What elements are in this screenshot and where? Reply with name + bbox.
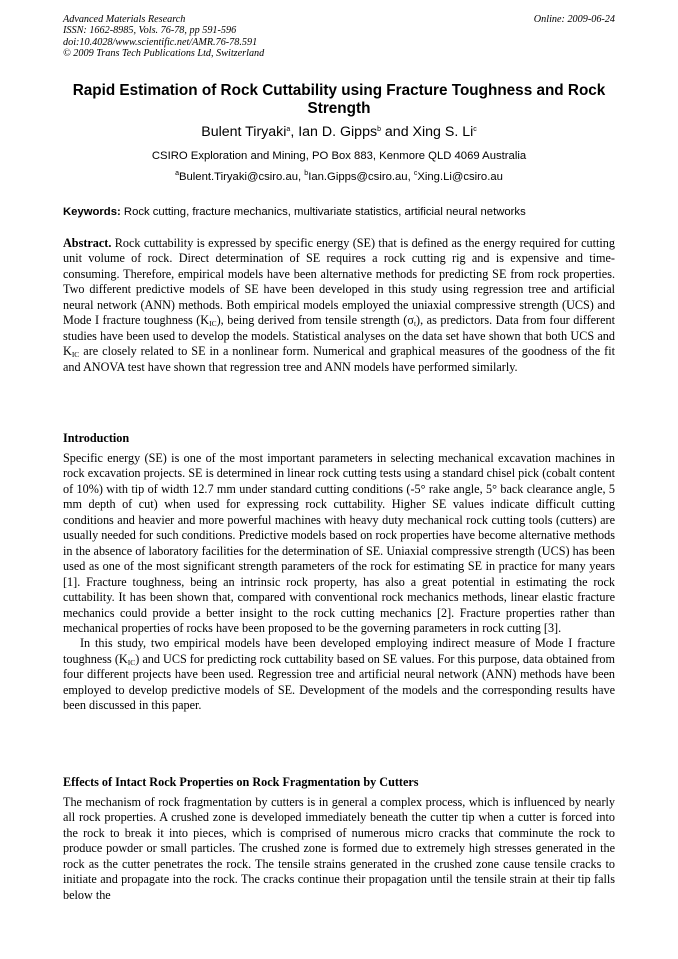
subscript: IC [127, 657, 136, 667]
email-list [63, 171, 615, 184]
author-3: Xing S. Li [412, 124, 474, 140]
online-date: Online: 2009-06-24 [533, 14, 615, 25]
subscript: IC [209, 319, 217, 329]
email-1: Bulent.Tiryaki@csiro.au, [178, 171, 305, 183]
journal-name: Advanced Materials Research [63, 14, 186, 25]
subscript: t [413, 319, 417, 329]
effects-heading: Effects of Intact Rock Properties on Rock Fragmentation by Cutters [63, 775, 419, 789]
paragraph: The mechanism of rock fragmentation by cutters is in general a complex process, which is influenced by nearly all rock properties. A crushed zone is developed immediately beneath the cutter tip when a cutter is forced into the rock to break it into pieces, which is comprised of numerous micro cracks that comminute the rock to produce powder or small particles. The crushed zone is formed due to extremely high stresses generated in the rock as the cutter penetrates the rock. The tensile strains generated in the crushed zone cause tensile cracks to initiate and propagate into the rock. The cracks continue their propagation until the tensile strain at their tip falls below the [63, 795, 615, 902]
effects-section [63, 795, 615, 903]
keywords [63, 206, 623, 219]
email-mark: c [413, 170, 418, 177]
paper-title: Rapid Estimation of Rock Cuttability using Fracture Toughness and Rock Strength [72, 82, 606, 117]
email-2: Ian.Gipps@csiro.au, [308, 171, 414, 183]
abstract [63, 236, 615, 375]
paragraph [63, 636, 615, 713]
paragraph-text: In this study, two empirical models have been developed employing indirect measure of Mode I fracture toughness (K [63, 636, 615, 666]
affiliation: CSIRO Exploration and Mining, PO Box 883, Kenmore QLD 4069 Australia [151, 150, 527, 162]
email-mark: b [304, 170, 309, 177]
email-3: Xing.Li@csiro.au [417, 171, 503, 183]
abstract-text: Rock cuttability is expressed by specific energy (SE) that is defined as the energy required for cutting unit volume of rock. Direct determination of SE requires a rock cutting rig and is expensive and time-consuming. Therefore, empirical models have been alternative methods for predicting SE from rock properties. Two different predictive models of SE have been developed in this study using regression tree and artificial neural network (ANN) methods. Both empirical models employed the uniaxial compressive strength (UCS) and Mode I fracture toughness (K [63, 236, 615, 328]
email-mark: a [175, 170, 179, 177]
paragraph: Specific energy (SE) is one of the most important parameters in selecting mechanical excavation machines in rock excavation projects. SE is determined in linear rock cutting tests using a standard chisel pick (cobalt content of 10%) with tip of width 12.7 mm under standard cutting conditions (-5° rake angle, 5° back clearance angle, 5 mm depth of cut) when used for expressing rock cuttability. Higher SE values indicate difficult cutting conditions and heavier and more powerful machines with heavy duty mechanical rock cutting tools (cutters) are usually needed for such conditions. Predictive models based on rock properties have become alternative methods in the absence of laboratory facilities for the determination of SE. Uniaxial compressive strength (UCS) has been used as one of the most significant strength parameters of the rock for estimating SE in practice for many years [1]. Fracture toughness, being an intrinsic rock property, has also a great potential in estimating the rock cuttability. It has been shown that, compared with conventional rock mechanics methods, linear elastic fracture mechanics could provide a better insight to the rock cutting mechanics [2]. Fracture properties rather than mechanical properties of rocks have been proposed to be the governing parameters in rock cutting [3]. [63, 451, 615, 635]
author-separator: and [380, 124, 413, 140]
introduction-section [63, 451, 615, 714]
abstract-text: are closely related to SE in a nonlinear form. Numerical and graphical measures of the goodness of the fit and ANOVA test have shown that regression tree and ANN models have performed similarly. [63, 344, 615, 374]
author-2: Ian D. Gipps [298, 124, 378, 140]
author-list [63, 124, 615, 140]
author-2-mark: b [377, 126, 381, 133]
journal-header [63, 14, 264, 59]
author-1: Bulent Tiryaki [201, 124, 287, 140]
subscript: IC [71, 350, 80, 360]
keywords-text: Rock cutting, fracture mechanics, multivariate statistics, artificial neural networks [120, 206, 526, 218]
doi-line: doi:10.4028/www.scientific.net/AMR.76-78.591 [63, 36, 258, 48]
paragraph-text: ) and UCS for predicting rock cuttability based on SE values. For this purpose, data obtained from four different projects have been used. Regression tree and artificial neural network (ANN) methods have been employed to develop predictive models of SE. Development of the models and the corresponding results have been discussed in this paper. [63, 651, 615, 713]
abstract-label: Abstract. [63, 236, 112, 250]
keywords-label: Keywords: [63, 206, 121, 218]
author-3-mark: c [473, 126, 477, 133]
introduction-heading: Introduction [63, 431, 130, 445]
issn-line: ISSN: 1662-8985, Vols. 76-78, pp 591-596 [63, 25, 237, 37]
author-separator: , [290, 124, 299, 140]
abstract-text: ), as predictors. Data from four different studies have been used to develop the models. Statistical analyses on the data set have shown that both UCS and K [63, 313, 615, 359]
author-1-mark: a [286, 126, 291, 133]
copyright-line: © 2009 Trans Tech Publications Ltd, Switzerland [63, 47, 265, 59]
abstract-text: ), being derived from tensile strength (σ [216, 313, 414, 328]
